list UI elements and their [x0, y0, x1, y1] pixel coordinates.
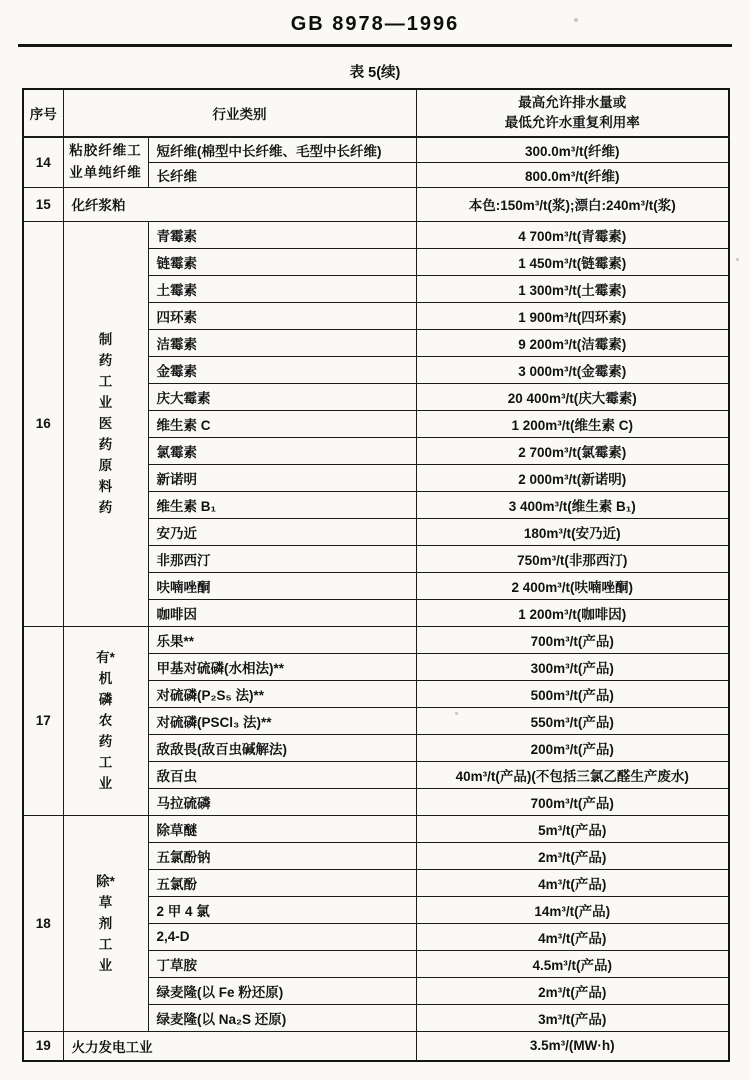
category-line: 药 [98, 437, 113, 452]
industry-item-label: 马拉硫磷 [148, 788, 416, 815]
serial-number-cell: 16 [23, 221, 63, 626]
table-row [23, 187, 729, 221]
header-industry: 行业类别 [63, 89, 416, 137]
category-line: 磷 [98, 692, 113, 707]
serial-number-cell: 18 [23, 815, 63, 1031]
serial-number-cell: 19 [23, 1031, 63, 1061]
industry-item-label: 2,4-D [148, 923, 416, 950]
limit-value: 3 400m³/t(维生素 B₁) [416, 491, 729, 518]
serial-number-cell: 17 [23, 626, 63, 815]
limit-value: 1 450m³/t(链霉素) [416, 248, 729, 275]
industry-item-label: 敌百虫 [148, 761, 416, 788]
limit-value: 2 000m³/t(新诺明) [416, 464, 729, 491]
serial-number-cell: 15 [23, 187, 63, 221]
industry-item-label: 敌敌畏(敌百虫碱解法) [148, 734, 416, 761]
limit-value: 3m³/t(产品) [416, 1004, 729, 1031]
table-row [23, 626, 729, 653]
limit-value: 2 400m³/t(呋喃唑酮) [416, 572, 729, 599]
limit-value: 4m³/t(产品) [416, 923, 729, 950]
category-line: 有* [96, 650, 115, 665]
industry-item-label: 丁草胺 [148, 950, 416, 977]
limit-value: 9 200m³/t(洁霉素) [416, 329, 729, 356]
limit-value: 1 900m³/t(四环素) [416, 302, 729, 329]
limit-value: 3.5m³/(MW·h) [416, 1031, 729, 1061]
limit-value: 1 200m³/t(咖啡因) [416, 599, 729, 626]
limit-value: 2m³/t(产品) [416, 977, 729, 1004]
header-limit [416, 89, 729, 137]
industry-item-label: 氯霉素 [148, 437, 416, 464]
limit-value: 750m³/t(非那西汀) [416, 545, 729, 572]
industry-item-label: 维生素 C [148, 410, 416, 437]
header-rule [18, 44, 732, 47]
industry-item-label: 咖啡因 [148, 599, 416, 626]
limit-value: 300.0m³/t(纤维) [416, 137, 729, 162]
limit-value: 4 700m³/t(青霉素) [416, 221, 729, 248]
industry-item-label: 维生素 B₁ [148, 491, 416, 518]
industry-item-label: 安乃近 [148, 518, 416, 545]
category-line: 业 [98, 957, 113, 973]
industry-item-label: 甲基对硫磷(水相法)** [148, 653, 416, 680]
scan-speckle [574, 18, 578, 22]
header-row [23, 89, 729, 137]
category-line: 粘胶纤维工 [69, 143, 142, 159]
industry-item-label: 庆大霉素 [148, 383, 416, 410]
table-row [23, 815, 729, 842]
limit-value: 本色:150m³/t(浆);漂白:240m³/t(浆) [416, 187, 729, 221]
standards-table-body [23, 137, 729, 1061]
limit-value: 550m³/t(产品) [416, 707, 729, 734]
scan-speckle [455, 712, 458, 715]
limit-value: 4m³/t(产品) [416, 869, 729, 896]
limit-value: 20 400m³/t(庆大霉素) [416, 383, 729, 410]
category-line: 业 [98, 395, 113, 410]
category-line: 业单纯纤维 [69, 165, 142, 181]
limit-value: 800.0m³/t(纤维) [416, 162, 729, 187]
category-line: 工 [98, 936, 113, 952]
table-title: 表 5(续) [349, 65, 401, 81]
table-row [23, 221, 729, 248]
limit-value: 700m³/t(产品) [416, 788, 729, 815]
header-limit-line1: 最高允许排水量或 [518, 95, 627, 110]
category-line: 制 [98, 332, 113, 347]
industry-item-label: 洁霉素 [148, 329, 416, 356]
industry-item-label: 长纤维 [148, 162, 416, 187]
category-line: 药 [98, 500, 113, 515]
category-line: 机 [98, 671, 113, 686]
discharge-limits-table [22, 88, 730, 1062]
industry-item-label: 对硫磷(PSCl₃ 法)** [148, 707, 416, 734]
header-serial: 序号 [23, 89, 63, 137]
industry-item-label: 新诺明 [148, 464, 416, 491]
category-line: 农 [98, 713, 113, 728]
category-line: 草 [98, 894, 113, 910]
category-line: 料 [98, 479, 113, 494]
limit-value: 1 300m³/t(土霉素) [416, 275, 729, 302]
category-line: 业 [98, 776, 113, 791]
industry-item-label: 化纤浆粕 [63, 187, 416, 221]
scan-speckle [736, 258, 739, 261]
industry-item-label: 短纤维(棉型中长纤维、毛型中长纤维) [148, 137, 416, 162]
industry-item-label: 对硫磷(P₂S₅ 法)** [148, 680, 416, 707]
industry-category-cell [63, 137, 148, 187]
limit-value: 3 000m³/t(金霉素) [416, 356, 729, 383]
limit-value: 14m³/t(产品) [416, 896, 729, 923]
category-line: 药 [98, 734, 113, 749]
category-line: 工 [98, 374, 113, 389]
industry-item-label: 土霉素 [148, 275, 416, 302]
industry-item-label: 火力发电工业 [63, 1031, 416, 1061]
industry-category-cell [63, 221, 148, 626]
limit-value: 2 700m³/t(氯霉素) [416, 437, 729, 464]
serial-number-cell: 14 [23, 137, 63, 187]
category-line: 原 [98, 458, 113, 473]
category-line: 剂 [98, 915, 113, 931]
industry-category-cell [63, 626, 148, 815]
table-row [23, 1031, 729, 1061]
industry-item-label: 绿麦隆(以 Na₂S 还原) [148, 1004, 416, 1031]
industry-item-label: 五氯酚 [148, 869, 416, 896]
limit-value: 500m³/t(产品) [416, 680, 729, 707]
limit-value: 700m³/t(产品) [416, 626, 729, 653]
industry-item-label: 非那西汀 [148, 545, 416, 572]
header-limit-line2: 最低允许水重复利用率 [504, 115, 640, 130]
industry-item-label: 金霉素 [148, 356, 416, 383]
limit-value: 2m³/t(产品) [416, 842, 729, 869]
category-line: 除* [96, 873, 115, 889]
industry-item-label: 绿麦隆(以 Fe 粉还原) [148, 977, 416, 1004]
industry-item-label: 链霉素 [148, 248, 416, 275]
document-code: GB 8978—1996 [290, 13, 460, 35]
industry-item-label: 乐果** [148, 626, 416, 653]
industry-category-cell [63, 815, 148, 1031]
industry-item-label: 呋喃唑酮 [148, 572, 416, 599]
industry-item-label: 五氯酚钠 [148, 842, 416, 869]
limit-value: 40m³/t(产品)(不包括三氯乙醛生产废水) [416, 761, 729, 788]
table-row [23, 137, 729, 162]
industry-item-label: 四环素 [148, 302, 416, 329]
category-line: 药 [98, 353, 113, 368]
limit-value: 5m³/t(产品) [416, 815, 729, 842]
table-header [23, 89, 729, 137]
industry-item-label: 除草醚 [148, 815, 416, 842]
limit-value: 300m³/t(产品) [416, 653, 729, 680]
limit-value: 4.5m³/t(产品) [416, 950, 729, 977]
limit-value: 200m³/t(产品) [416, 734, 729, 761]
industry-item-label: 2 甲 4 氯 [148, 896, 416, 923]
limit-value: 1 200m³/t(维生素 C) [416, 410, 729, 437]
category-line: 工 [98, 755, 113, 770]
limit-value: 180m³/t(安乃近) [416, 518, 729, 545]
category-line: 医 [98, 416, 113, 431]
industry-item-label: 青霉素 [148, 221, 416, 248]
